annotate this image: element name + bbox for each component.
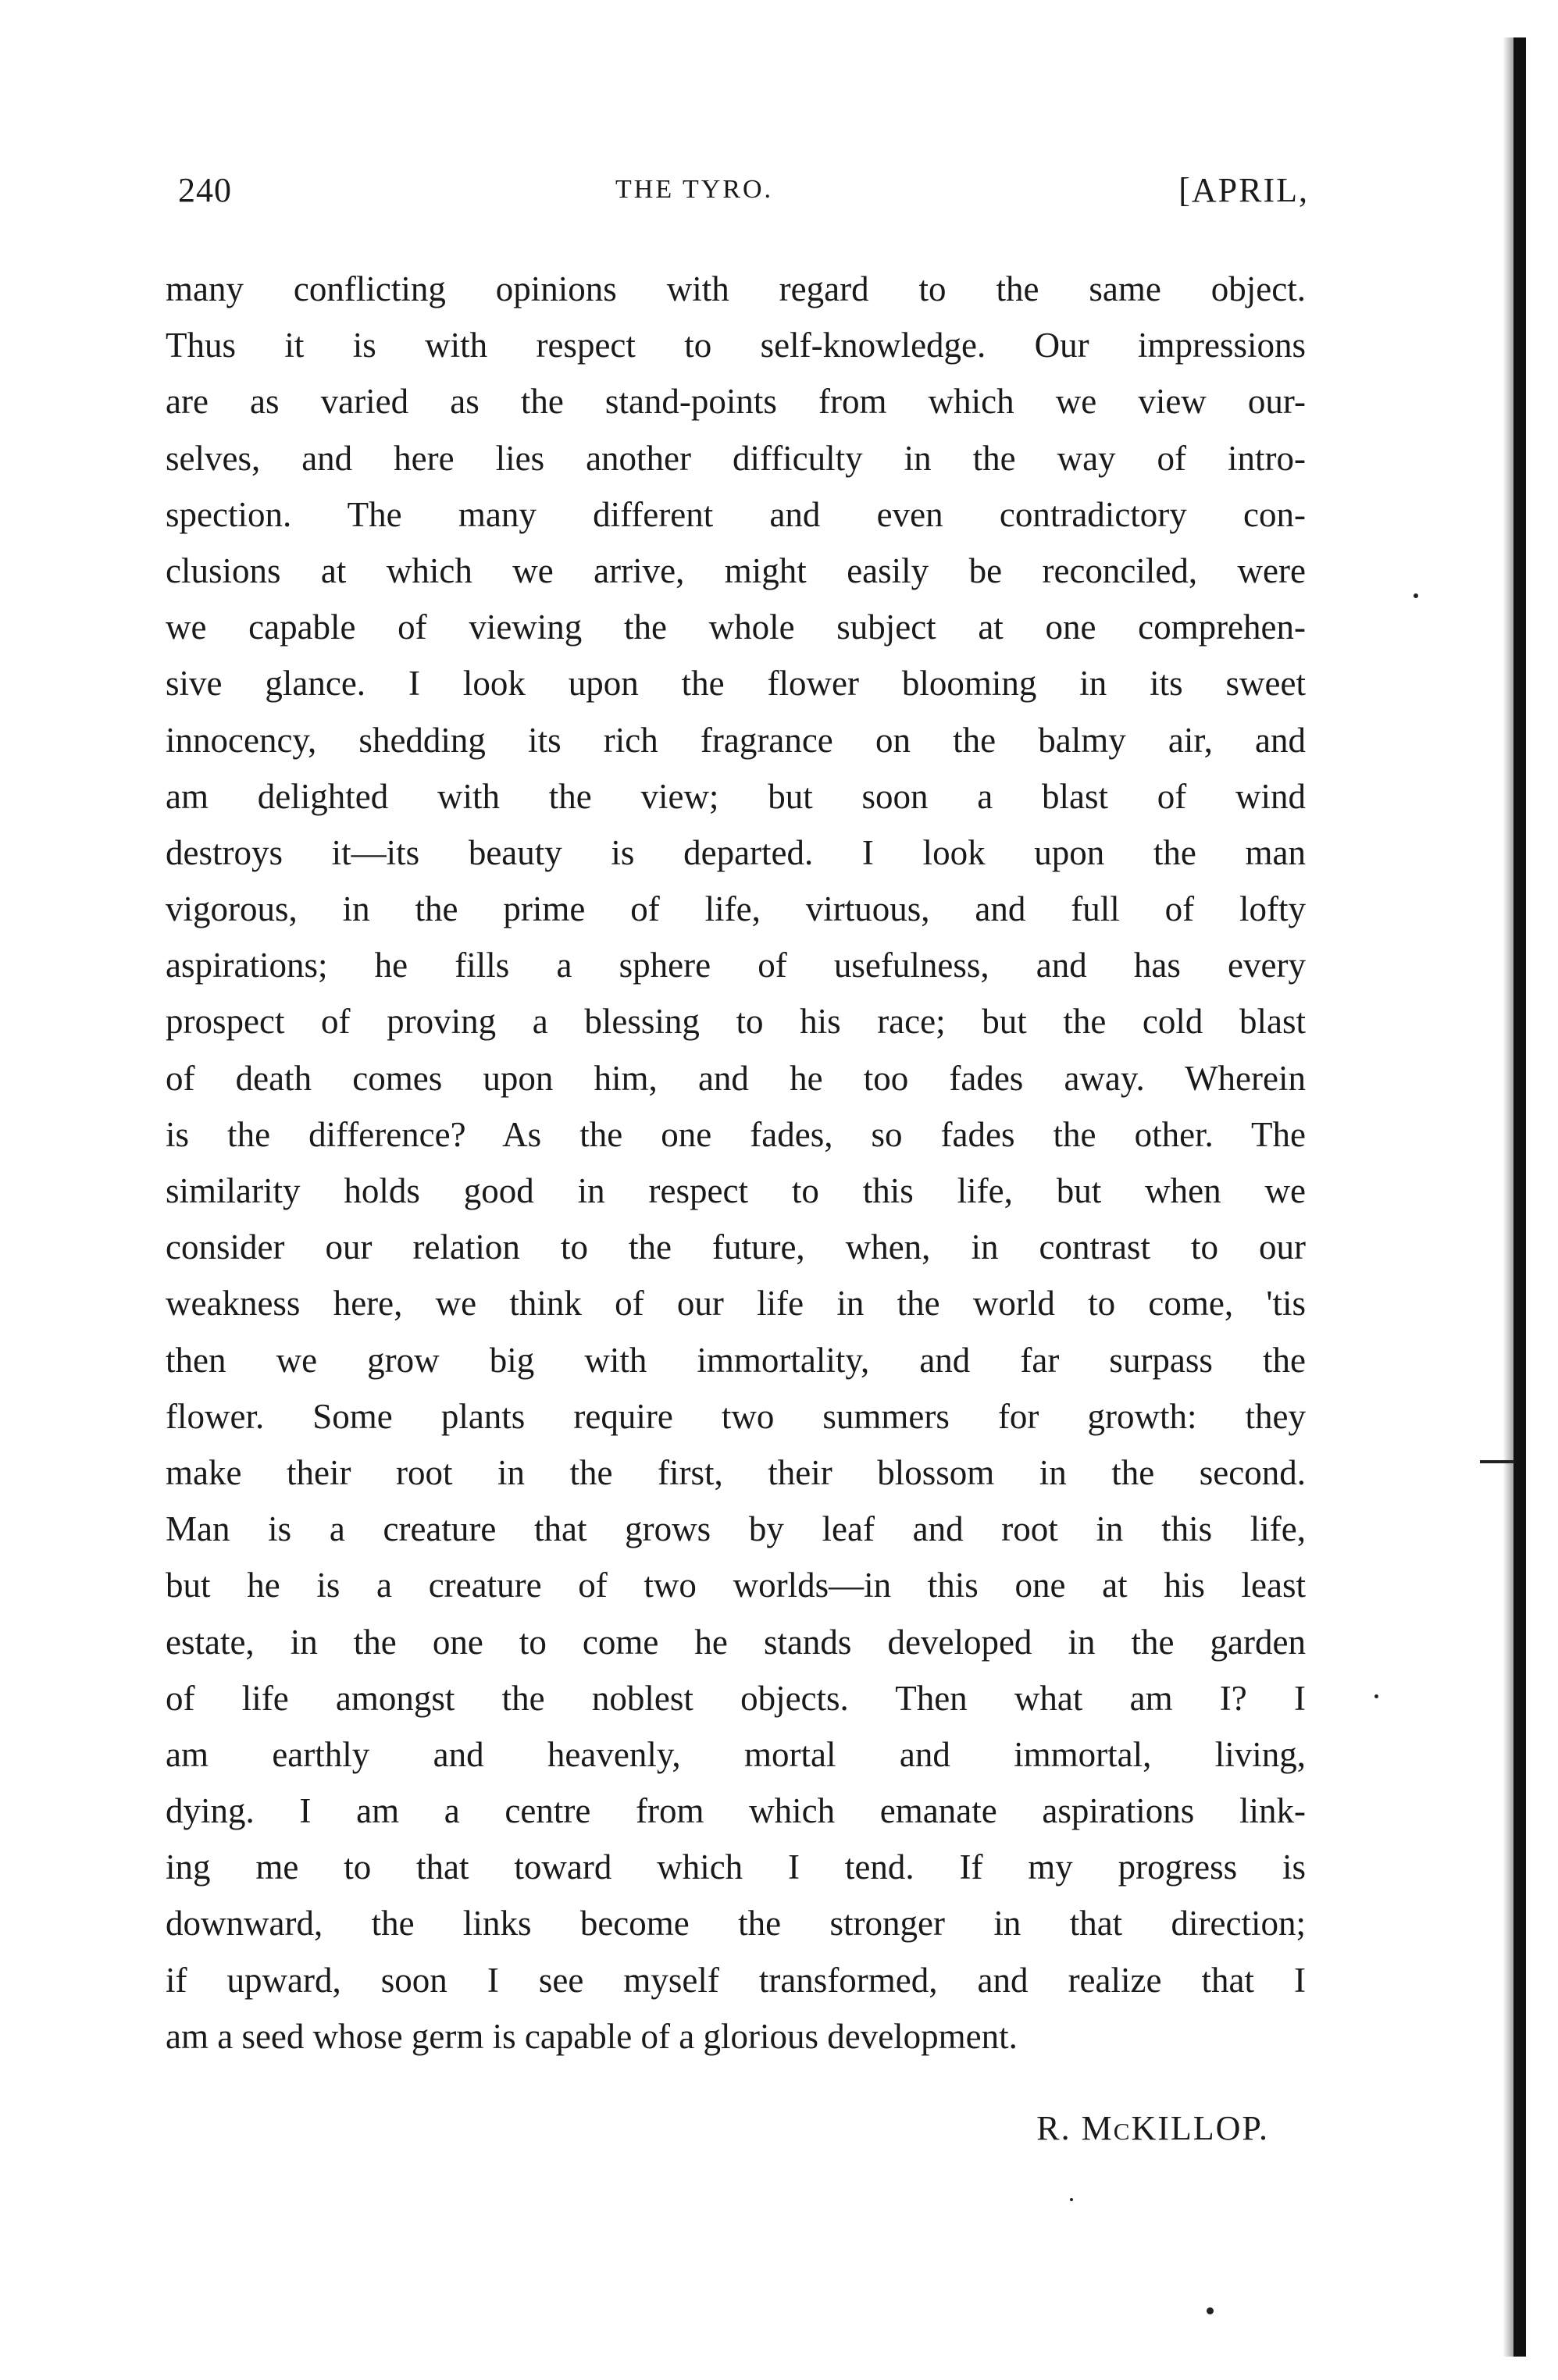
text-line: of death comes upon him, and he too fades away. Wherein [166,1058,1306,1098]
running-date: [APRIL, [1178,171,1309,209]
running-title: THE TYRO. [615,175,774,204]
text-line: of life amongst the noblest objects. Then what am I? I [166,1678,1306,1718]
scan-speck [1374,1694,1378,1698]
author-signature: R. McKILLOP. [1036,2109,1269,2147]
text-line: aspirations; he fills a sphere of usefulness, and has every [166,946,1306,985]
text-line: is the difference? As the one fades, so fades the other. The [166,1114,1306,1154]
text-line: prospect of proving a blessing to his race; but the cold blast [166,1002,1306,1042]
text-line: make their root in the first, their blossom in the second. [166,1452,1306,1492]
text-line: vigorous, in the prime of life, virtuous, and full of lofty [166,889,1306,929]
text-line: downward, the links become the stronger in that direction; [166,1904,1306,1944]
text-line: many conflicting opinions with regard to the same object. [166,269,1306,308]
page-header [178,170,1309,225]
text-line: clusions at which we arrive, might easily be reconciled, were [166,550,1306,590]
text-line: similarity holds good in respect to this life, but when we [166,1171,1306,1210]
text-line: spection. The many different and even contradictory con- [166,494,1306,534]
text-line: but he is a creature of two worlds—in this one at his least [166,1566,1306,1605]
text-line: Man is a creature that grows by leaf and root in this life, [166,1509,1306,1549]
scan-speck [1207,2307,1214,2314]
text-line: sive glance. I look upon the flower blooming in its sweet [166,664,1306,704]
text-line: we capable of viewing the whole subject at one comprehen- [166,607,1306,647]
text-line: destroys it—its beauty is departed. I look upon the man [166,832,1306,872]
text-line: ing me to that toward which I tend. If my progress is [166,1847,1306,1887]
body-text [166,261,1306,2065]
text-line: am delighted with the view; but soon a blast of wind [166,776,1306,816]
scan-speck [1414,593,1418,598]
text-line: innocency, shedding its rich fragrance on the balmy air, and [166,720,1306,760]
text-line: consider our relation to the future, when, in contrast to our [166,1227,1306,1267]
page-number: 240 [178,171,232,209]
text-line: if upward, soon I see myself transformed, and realize that I [166,1960,1306,2000]
scan-speck [1070,2198,1073,2201]
text-line: flower. Some plants require two summers for growth: they [166,1396,1306,1436]
text-line: am earthly and heavenly, mortal and immortal, living, [166,1734,1306,1774]
text-line: then we grow big with immortality, and far surpass the [166,1340,1306,1380]
binding-mark [1480,1460,1514,1463]
text-line: weakness here, we think of our life in the world to come, 'tis [166,1284,1306,1324]
text-line: selves, and here lies another difficulty in the way of intro- [166,438,1306,478]
text-line: Thus it is with respect to self-knowledge. Our impressions [166,326,1306,365]
text-line: am a seed whose germ is capable of a glorious development. [166,2016,1018,2056]
binding-edge [1513,37,1526,2357]
text-line: are as varied as the stand-points from which we view our- [166,382,1306,422]
binding-shadow [1503,37,1513,2357]
text-line: dying. I am a centre from which emanate aspirations link- [166,1791,1306,1831]
text-line: estate, in the one to come he stands developed in the garden [166,1622,1306,1662]
